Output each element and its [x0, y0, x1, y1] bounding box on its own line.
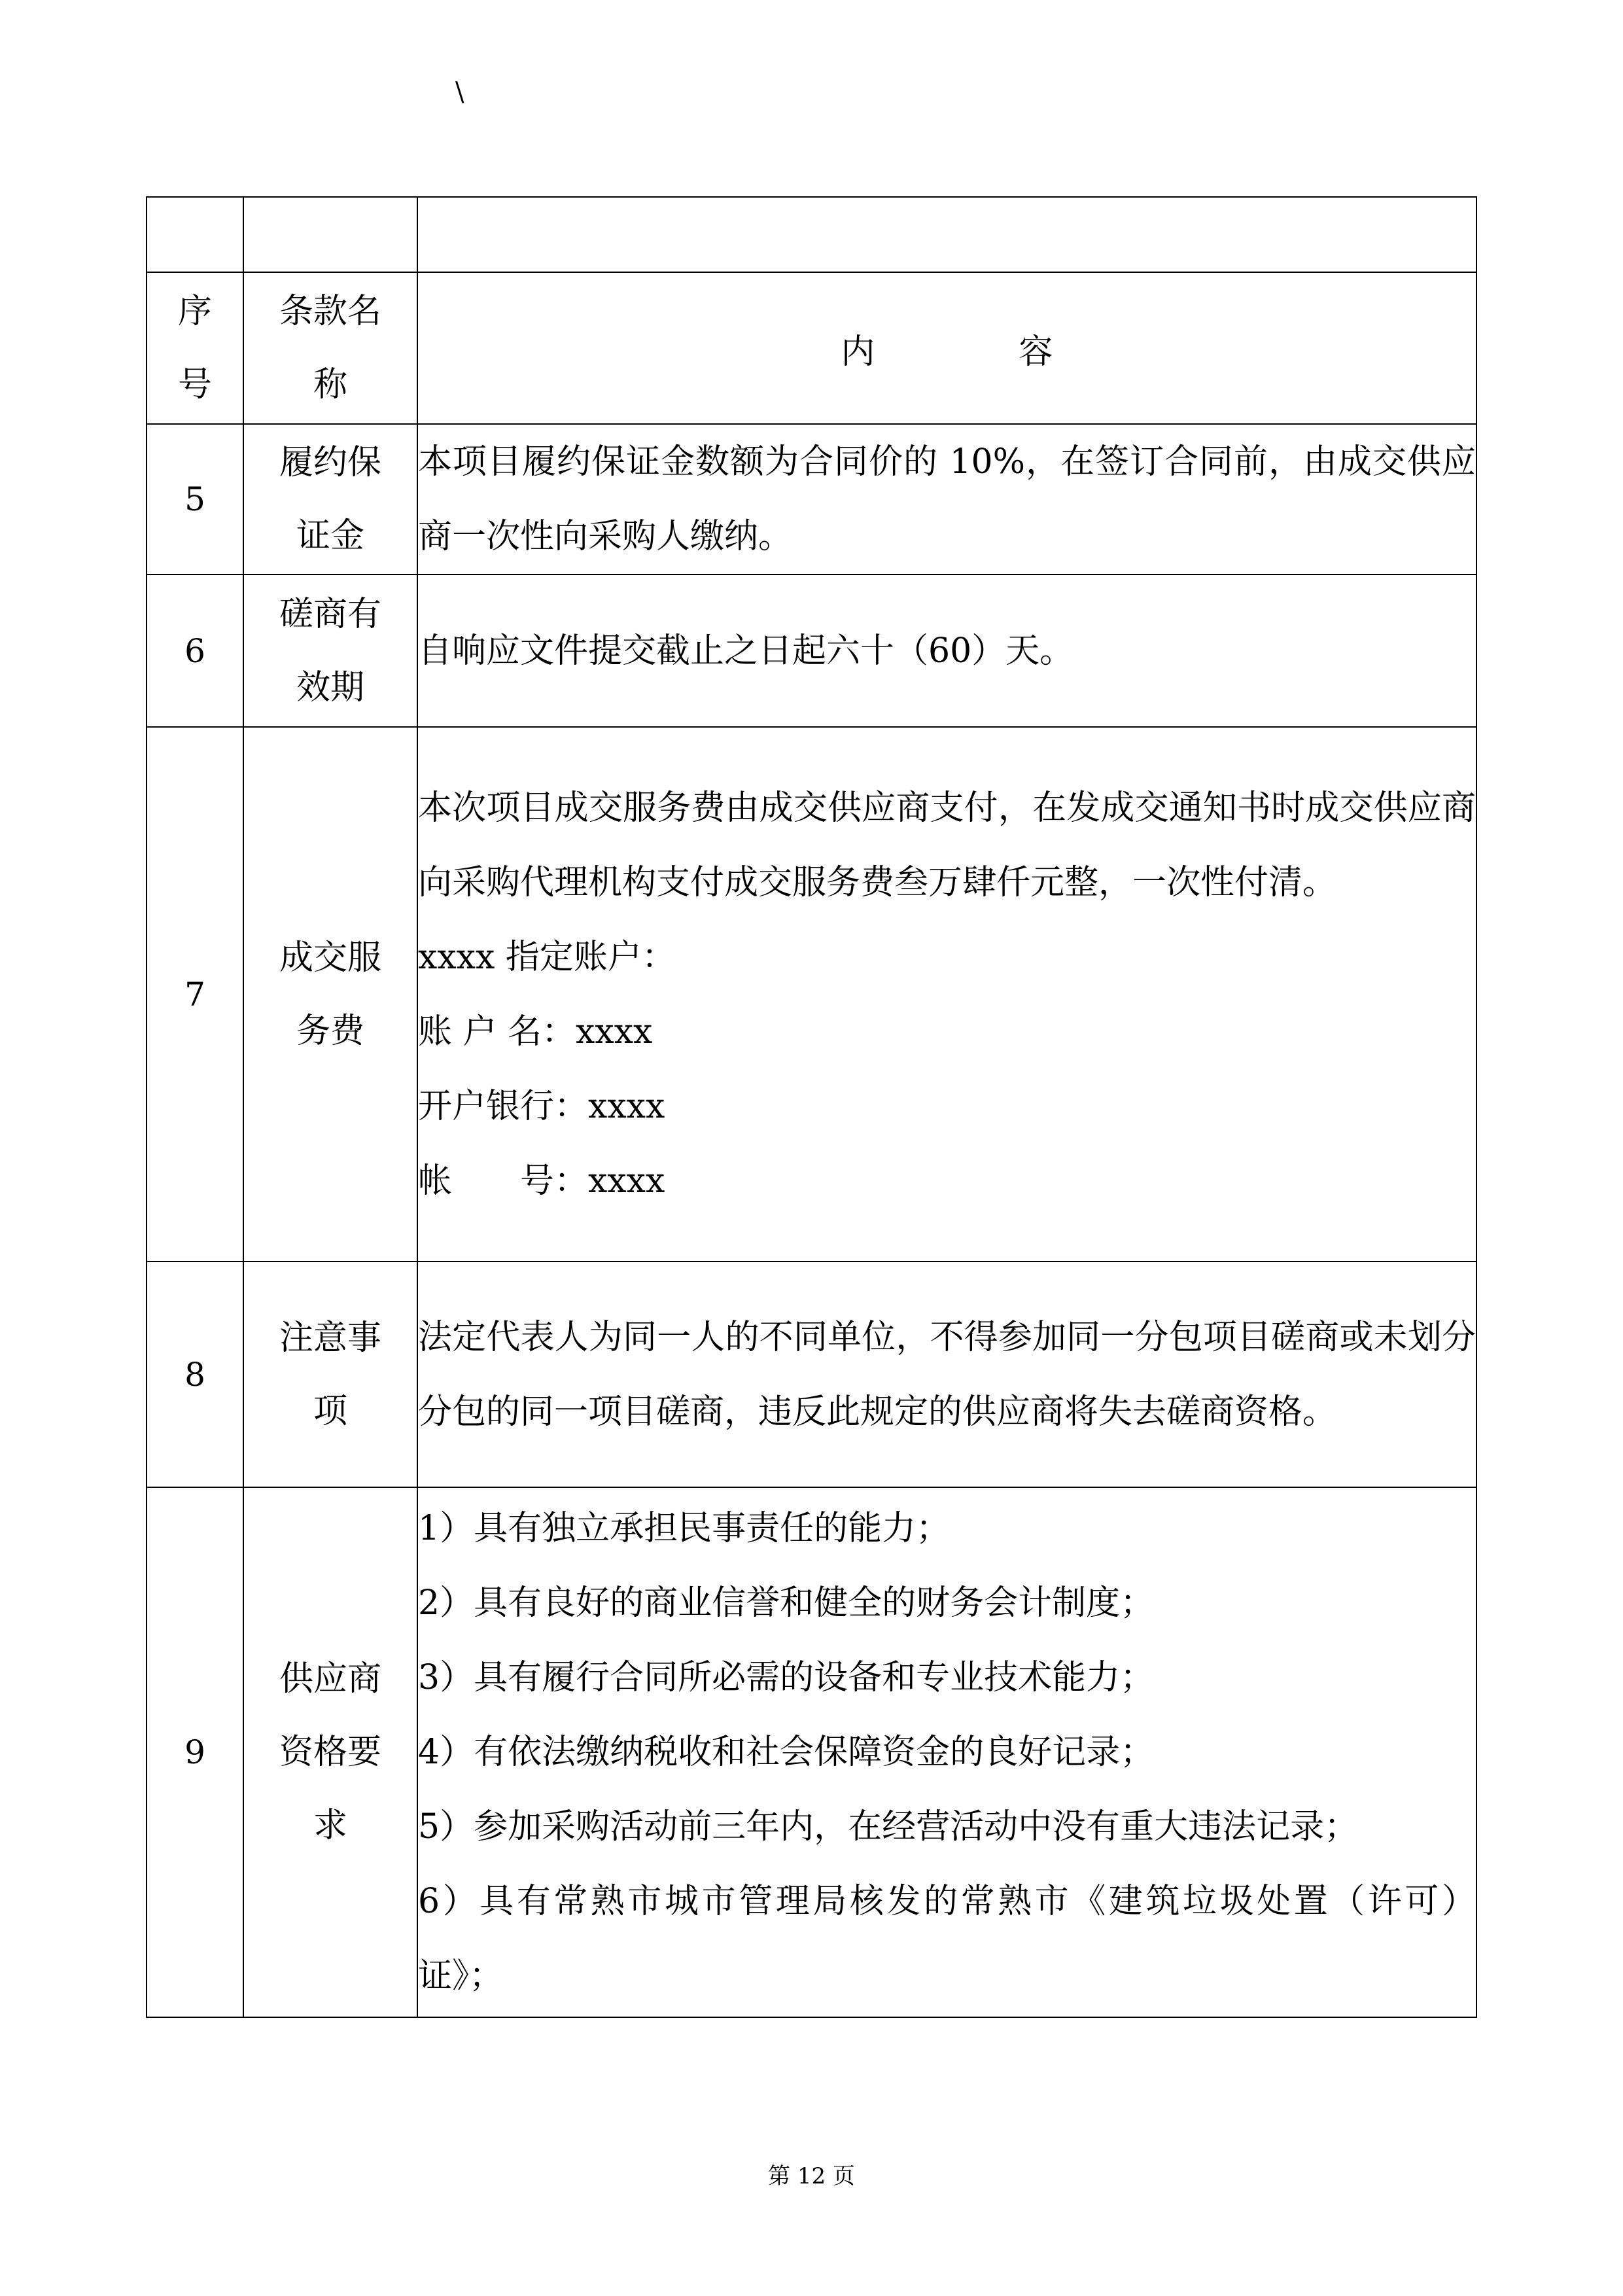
- content-line: 4）有依法缴纳税收和社会保障资金的良好记录；: [418, 1733, 1155, 1772]
- page-number: 第 12 页: [768, 2163, 855, 2189]
- content-line: 2）具有良好的商业信誉和健全的财务会计制度；: [418, 1583, 1155, 1623]
- clause-number: 8: [147, 1262, 243, 1487]
- clause-content: [417, 727, 1476, 1262]
- stray-mark: \: [455, 77, 464, 107]
- content-line: 开户银行：xxxx: [418, 1086, 665, 1126]
- header-content: 内 容: [417, 272, 1476, 424]
- clause-name: 磋商有效期: [243, 574, 417, 727]
- content-line: 本次项目成交服务费由成交供应商支付，在发成交通知书时成交供应商向采购代理机构支付成交服务费叁万肆仟元整，一次性付清。: [418, 788, 1476, 902]
- clause-content: [417, 424, 1476, 574]
- content-line: 1）具有独立承担民事责任的能力；: [418, 1509, 951, 1548]
- content-line: xxxx 指定账户：: [418, 937, 676, 977]
- content-line: 帐 号：xxxx: [418, 1161, 665, 1201]
- clause-name: 成交服务费: [243, 727, 417, 1262]
- header-name: 条款名称: [243, 272, 417, 424]
- header-row: [147, 272, 1476, 424]
- clause-number: 6: [147, 574, 243, 727]
- clause-row: [147, 574, 1476, 727]
- clause-content: [417, 574, 1476, 727]
- header-no: 序号: [147, 272, 243, 424]
- clause-content: [417, 1487, 1476, 2017]
- content-line: 6）具有常熟市城市管理局核发的常熟市《建筑垃圾处置（许可）证》；: [418, 1882, 1476, 1996]
- content-line: 5）参加采购活动前三年内，在经营活动中没有重大违法记录；: [418, 1807, 1359, 1846]
- content-line: 账 户 名：xxxx: [418, 1012, 653, 1051]
- clause-name: 履约保证金: [243, 424, 417, 574]
- blank-row: [147, 197, 1476, 272]
- clause-row: [147, 1487, 1476, 2017]
- clause-row: [147, 727, 1476, 1262]
- content-line: 自响应文件提交截止之日起六十（60）天。: [418, 631, 1074, 671]
- clause-number: 7: [147, 727, 243, 1262]
- clause-row: [147, 424, 1476, 574]
- clause-name: 注意事项: [243, 1262, 417, 1487]
- content-line: 3）具有履行合同所必需的设备和专业技术能力；: [418, 1658, 1155, 1697]
- clause-number: 5: [147, 424, 243, 574]
- content-line: 本项目履约保证金数额为合同价的 10%，在签订合同前，由成交供应商一次性向采购人缴纳。: [418, 442, 1476, 556]
- clause-table: [146, 196, 1477, 2018]
- clause-name: 供应商资格要求: [243, 1487, 417, 2017]
- clause-number: 9: [147, 1487, 243, 2017]
- content-line: 法定代表人为同一人的不同单位，不得参加同一分包项目磋商或未划分分包的同一项目磋商，违反此规定的供应商将失去磋商资格。: [418, 1317, 1476, 1432]
- clause-content: [417, 1262, 1476, 1487]
- clause-row: [147, 1262, 1476, 1487]
